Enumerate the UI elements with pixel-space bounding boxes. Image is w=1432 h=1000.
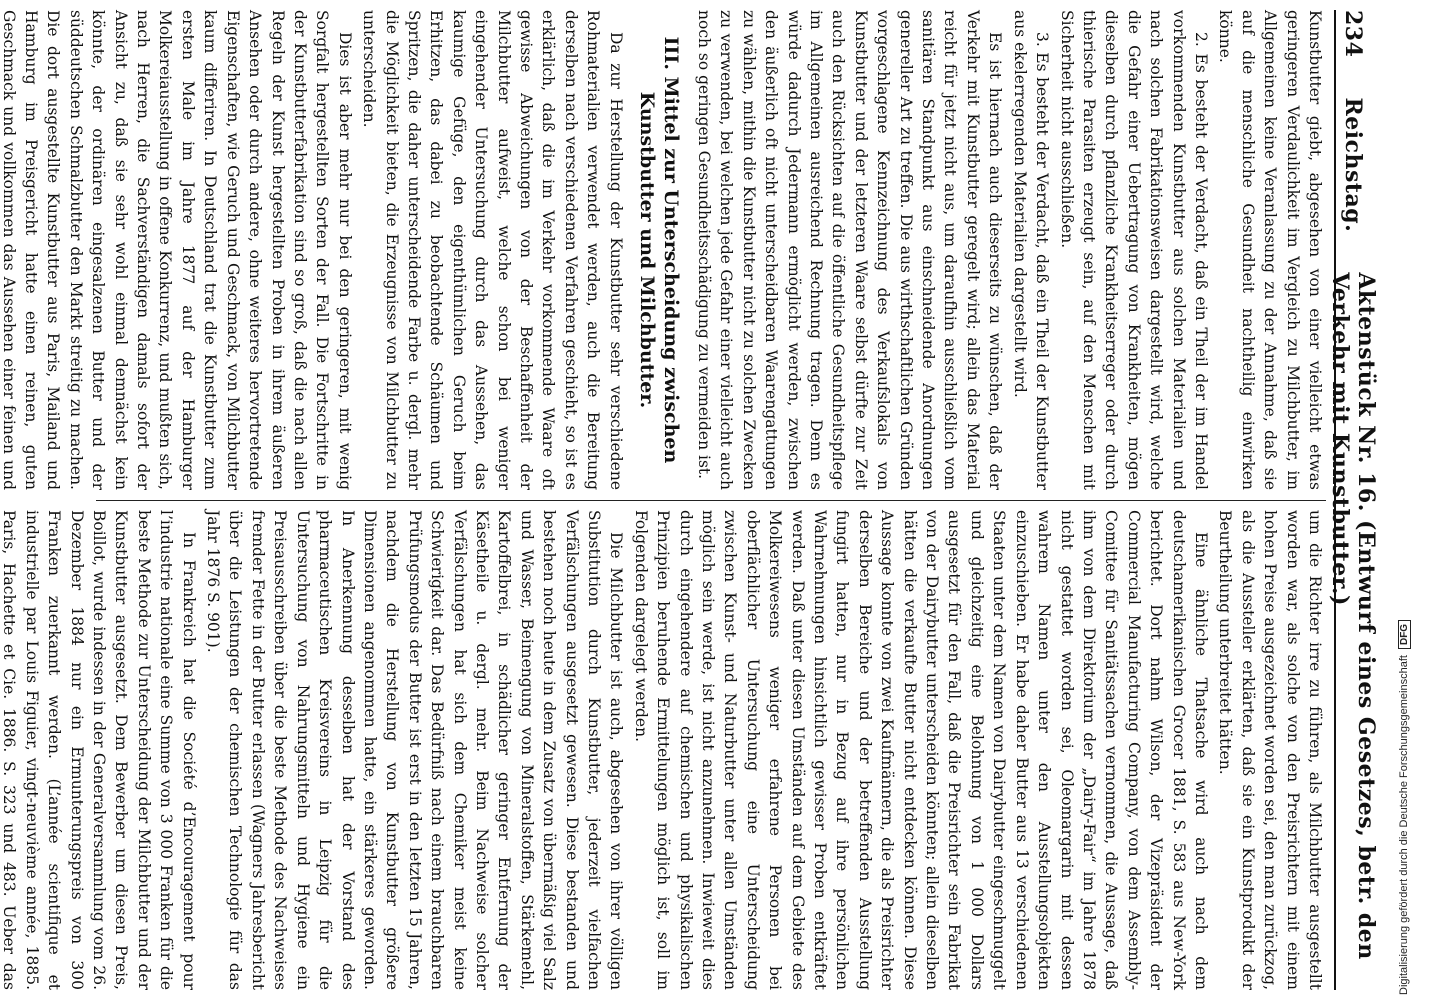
paragraph: Es ist hiernach auch dieserseits zu wünschen, daß der Verkehr mit Kunstbutter geregelt wird; allein das Material reicht für jetzt nicht aus, um daraufhin ausschließlich vom sanitären Standpunkt aus einschneidende Anordnungen genereller Art zu treffen. Die aus wirthschaftlichen Gründen vorgeschlagene Kennzeichnung des Verkaufslokals von Kunstbutter und der letzteren Waare selbst dürfte zur Zeit auch den Rücksichten auf die öffentliche Gesundheitspflege im Allgemeinen ausreichend Rechnung tragen. Denn es würde dadurch Jedermann ermöglicht werden, zwischen den äußerlich oft nicht unterscheidbaren Waarengattungen zu wählen, mithin die Kunstbutter nicht zu solchen Zwecken zu verwenden, bei welchen jede Gefahr einer vielleicht auch noch so geringen Gesundheitsschädigung zu vermeiden ist.: [695, 10, 1005, 490]
running-head: [1327, 10, 1379, 990]
paragraph: Kunstbutter giebt, abgesehen von einer vielleicht etwas geringeren Verdaulichkeit im Vergleich zu Milchbutter, im Allgemeinen keine Veranlassung zu der Annahme, daß sie auf die menschliche Gesundheit nachtheilig einwirken könne.: [1216, 10, 1324, 490]
paragraph: Da zur Herstellung der Kunstbutter sehr verschiedene Rohmaterialien verwendet werden, auch die Bereitung derselben nach verschiedenen Verfahren geschieht, so ist es erklärlich, daß die im Verkehr vorkommende Waare oft gewisse Abweichungen von der Beschaffenheit der Milchbutter aufweist, welche schon bei weniger eingehender Untersuchung durch das Aussehen, das kaumige Gefüge, den eigenthümlichen Geruch beim Erhitzen, das dabei zu beobachtende Schäumen und Spritzen, die daher unterscheidende Farbe u. dergl. mehr die Möglichkeit bieten, die Erzeugnisse von Milchbutter zu unterscheiden.: [360, 10, 625, 490]
paragraph: In Frankreich hat die Société d’Encouragement pour l’industrie nationale eine Summe von 3 000 Franken für die beste Methode zur Unterscheidung der Milchbutter und der Kunstbutter ausgesetzt. Dem Bewerber um diesen Preis, Boillot, wurde indessen in der Generalversammlung vom 26. Dezember 1884 nur ein Ermunterungspreis von 300 Franken zuerkannt werden. (L’année scientifique et industrielle par Louis Figuier, vingt-neuvième année, 1885. Paris, Hachette et Cie. 1886. S. 323 und 483. Ueber das: [0, 510, 198, 990]
section-heading: III. Mittel zur Unterscheidung zwischen Kunstbutter und Milchbutter.: [635, 36, 682, 464]
digitization-credit: [1392, 395, 1416, 995]
paragraph: Dies ist aber mehr nur bei den geringeren, mit wenig Sorgfalt hergestellten Sorten der Fall. Die Fortschritte in der Kunstbutterfabrikation sind so groß, daß die nach allen Regeln der Kunst hergestellten Proben in ihrem äußeren Ansehen oder durch andere, ohne weiteres hervortretende Eigenschaften, wie Geruch und Geschmack, von Milchbutter kaum differiren. In Deutschland trat die Kunstbutter zum ersten Male im Jahre 1877 auf der Hamburger Molkereiausstellung in offene Konkurrenz, und mußten sich, nach Herren, die Sachverständigen damals sofort der Ansicht zu, daß sie sehr wohl einmal demnächst kein könnte, der ordinären eingesalzenen Butter und der süddeutschen Schmalzbutter den Markt streitig zu machen. Die dort ausgestellte Kunstbutter aus Paris, Mailand und Hamburg im Preisgericht hatte einen reinen, guten Geschmack und vollkommen das Aussehen einer feinen und: [0, 10, 354, 490]
column-divider: [96, 500, 1326, 501]
right-column: [0, 510, 1326, 990]
dfg-logo-icon: DFG: [1398, 620, 1411, 649]
paragraph: 3. Es besteht der Verdacht, daß ein Theil der Kunstbutter aus ekelerregenden Materialien dargestellt wird.: [1010, 10, 1052, 490]
credit-text: Digitalisierung gefördert durch die Deutsche Forschungsgemeinschaft: [1398, 655, 1410, 995]
paragraph: 2. Es besteht der Verdacht, daß ein Theil der im Handel vorkommenden Kunstbutter aus solchen Materialien und nach solchen Fabrikationsweisen dargestellt wird, welche die Gefahr einer Uebertragung von Krankheiten, mögen dieselben durch pflanzliche Krankheitserreger oder durch thierische Parasiten erzeugt sein, auf den Menschen mit Sicherheit nicht ausschließen.: [1057, 10, 1210, 490]
header-left-title: Reichstag.: [1340, 97, 1366, 233]
paragraph: Eine ähnliche Thatsache wird auch nach dem deutschamerikanischen Grocer 1881, S. 583 aus New-York berichtet. Dort nahm Wilson, der Vizepräsident der Commercial Manufacturing Company, von dem Assembly-Comittee für Sanitätssachen vernommen, die Aussage, daß ihm von dem Direktorium der „Dairy-Fair“ im Jahre 1878 nicht gestattet worden sei, Oleomargarin mit dessen wahrem Namen unter den Ausstellungsobjekten einzuschieben. Er habe daher Butter aus 13 verschiedenen Staaten unter dem Namen von Dairybutter eingeschmuggelt und gleichzeitig eine Belohnung von 1 000 Dollars ausgesetzt für den Fall, daß die Preisrichter sein Fabrikat von der Dairybutter unterscheiden könnten; allein dieselben hätten die verkaufte Butter nicht entdecken können. Diese Aussage konnte von zwei Kaufmännern, die als Preisrichter derselben Bereiche und der betreffenden Ausstellung fungirt hatten, nur in Bezug auf ihre persönlichen Wahrnehmungen hinsichtlich gewisser Proben entkräftet werden. Daß unter diesen Umständen auf dem Gebiete des Molkereiwesens weniger erfahrene Personen bei oberflächlicher Untersuchung eine Unterscheidung zwischen Kunst- und Naturbutter unter allen Umständen möglich sein werde, ist nicht anzunehmen. Inwieweit dies durch eingehendere auf chemischen und physikalischen Prinzipien beruhende Ermittelungen möglich ist, soll im Folgenden dargelegt werden.: [631, 510, 1210, 990]
paragraph: Die Milchbutter ist auch, abgesehen von ihrer völligen Substitution durch Kunstbutter, jederzeit vielfachen Verfälschungen ausgesetzt gewesen. Diese bestanden und bestehen noch heute in dem Zusatz von übermäßig viel Salz und Wasser, Beimengung von Mineralstoffen, Stärkemehl, Kartoffelbrei, in schädlicher geringer Entfernung der Käsetheile u. dergl. mehr. Beim Nachweise solcher Verfälschungen hat sich dem Chemiker meist keine Schwierigkeit dar. Das Bedürfniß nach einem brauchbaren Prüfungsmodus der Butter ist erst in den letzten 15 Jahren, nachdem die Herstellung von Kunstbutter größere Dimensionen angenommen hatte, ein stärkeres geworden. In Anerkennung desselben hat der Vorstand des pharmaceutischen Kreisvereins in Leipzig für die Untersuchung von Nahrungsmitteln und Hygiene ein Preisausschreiben über die beste Methode des Nachweises fremder Fette in der Butter erlassen (Wagners Jahresbericht über die Leistungen der chemischen Technologie für das Jahr 1876 S. 901).: [204, 510, 626, 990]
rotated-sheet: [0, 10, 1379, 990]
left-column: [0, 10, 1326, 490]
page-number: 234: [1340, 10, 1366, 58]
header-right-title: Aktenstück Nr. 16. (Entwurf eines Gesetzes, betr. den Verkehr mit Kunstbutter.): [1327, 272, 1379, 960]
paragraph: um die Richter irre zu führen, als Milchbutter ausgestellt worden war, als solche von den Preisrichtern mit einem hohen Preise ausgezeichnet worden sei, den man zurückzog, als die Aussteller erklärten, daß sie ein Kunstprodukt der Beurtheilung unterbreitet hätten.: [1216, 510, 1324, 990]
